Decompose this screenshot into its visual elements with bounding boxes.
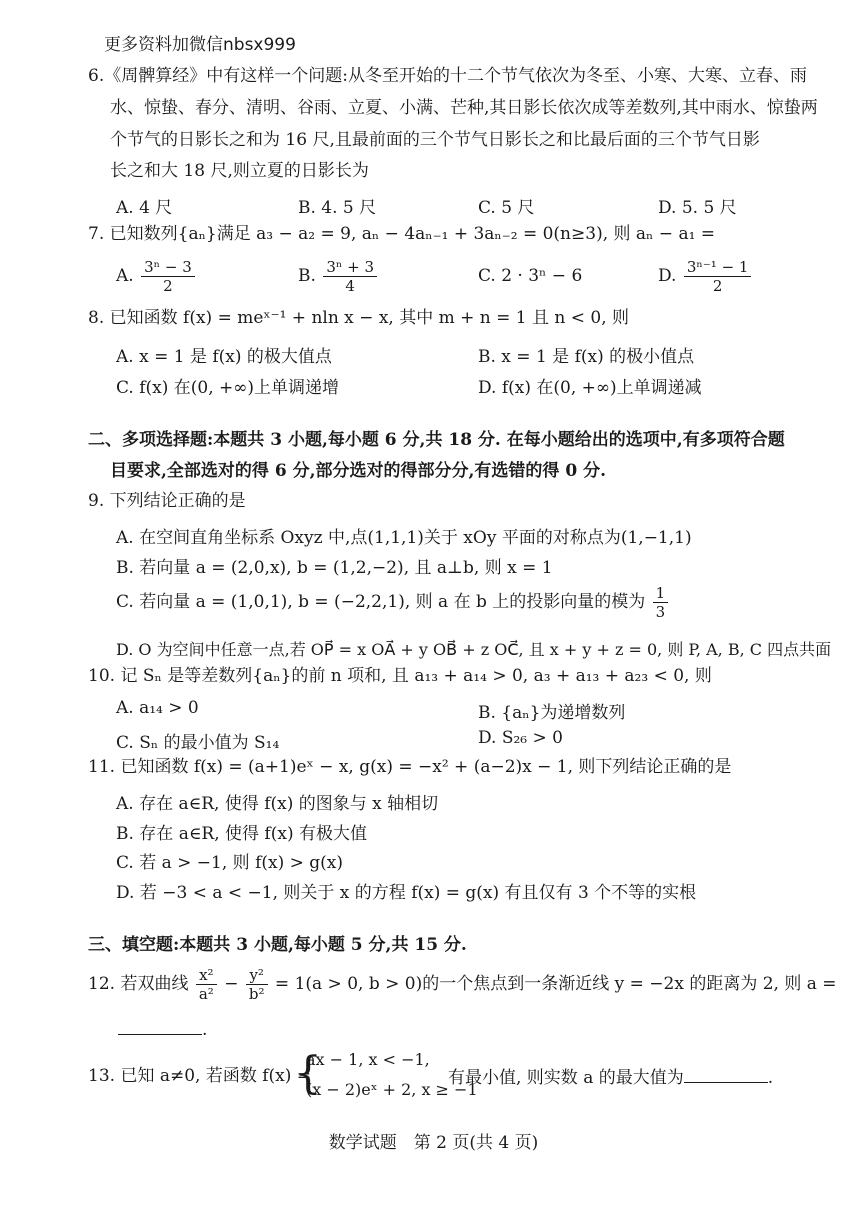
q13-piecewise-brace: { (294, 1048, 322, 1099)
q10-option-b: B. {aₙ}为递增数列 (478, 703, 626, 723)
q8-option-d: D. f(x) 在(0, +∞)上单调递减 (478, 378, 702, 398)
q6-option-b: B. 4. 5 尺 (298, 198, 377, 218)
q7-option-b-denominator: 4 (345, 277, 355, 295)
q10-option-c: C. Sₙ 的最小值为 S₁₄ (116, 733, 280, 753)
q12-suffix: = 1(a > 0, b > 0)的一个焦点到一条渐近线 y = −2x 的距离为 2, 则 a = (274, 974, 837, 994)
q11-option-a: A. 存在 a∈R, 使得 f(x) 的图象与 x 轴相切 (116, 794, 439, 814)
q12-x-fraction (196, 966, 217, 1003)
q7-option-d-denominator: 2 (712, 277, 723, 295)
q9-option-c-denominator: 3 (655, 603, 666, 621)
section2-heading-line2: 目要求,全部选对的得 6 分,部分选对的得部分分,有选错的得 0 分. (110, 461, 607, 481)
q11-option-d: D. 若 −3 < a < −1, 则关于 x 的方程 f(x) = g(x) 有且仅有 3 个不等的实根 (116, 883, 697, 903)
q12-prefix: 12. 若双曲线 (88, 974, 189, 994)
q7-option-c: C. 2 · 3ⁿ − 6 (478, 266, 583, 286)
q10-stem: 10. 记 Sₙ 是等差数列{aₙ}的前 n 项和, 且 a₁₃ + a₁₄ > 0, a₃ + a₁₃ + a₂₃ < 0, 则 (88, 666, 712, 686)
q7-option-a-label: A. (116, 266, 134, 286)
q6-line4: 长之和大 18 尺,则立夏的日影长为 (110, 161, 369, 181)
q12-y-numerator: y² (246, 966, 268, 985)
q12-stem (88, 966, 837, 1003)
q6-option-a: A. 4 尺 (116, 198, 173, 218)
q6-line3: 个节气的日影长之和为 16 尺,且最前面的三个节气日影长之和比最后面的三个节气日影 (110, 130, 760, 150)
q12-y-denominator: b² (248, 985, 265, 1003)
q12-y-fraction (246, 966, 268, 1003)
q7-option-b-fraction (323, 258, 377, 295)
q10-option-a: A. a₁₄ > 0 (116, 698, 199, 718)
q7-option-d-numerator: 3ⁿ⁻¹ − 1 (684, 258, 752, 277)
q9-option-d: D. O 为空间中任意一点,若 OP⃗ = x OA⃗ + y OB⃗ + z OC⃗, 且 x + y + z = 0, 则 P, A, B, C 四点共面 (116, 640, 832, 659)
q6-line2: 水、惊蛰、春分、清明、谷雨、立夏、小满、芒种,其日影长依次成等差数列,其中雨水、惊蛰两 (110, 98, 818, 118)
q12-x-numerator: x² (196, 966, 217, 985)
q8-stem: 8. 已知函数 f(x) = meˣ⁻¹ + nln x − x, 其中 m + n = 1 且 n < 0, 则 (88, 308, 630, 328)
q13-suffix (448, 1068, 773, 1087)
q8-option-b: B. x = 1 是 f(x) 的极小值点 (478, 347, 695, 367)
q9-option-c-text: C. 若向量 a = (1,0,1), b = (−2,2,1), 则 a 在 b 上的投影向量的模为 (116, 592, 646, 612)
q6-option-c: C. 5 尺 (478, 198, 535, 218)
q7-option-a-numerator: 3ⁿ − 3 (141, 258, 195, 277)
q9-option-b: B. 若向量 a = (2,0,x), b = (1,2,−2), 且 a⊥b, 则 x = 1 (116, 558, 553, 578)
q7-option-a (116, 258, 197, 295)
q11-option-b: B. 存在 a∈R, 使得 f(x) 有极大值 (116, 824, 367, 844)
q7-option-b-numerator: 3ⁿ + 3 (323, 258, 377, 277)
section2-heading-line1: 二、多项选择题:本题共 3 小题,每小题 6 分,共 18 分. 在每小题给出的选项中,有多项符合题 (88, 430, 785, 450)
q12-blank-line[interactable] (118, 1020, 202, 1035)
q12-answer-blank[interactable] (118, 1020, 207, 1039)
q9-option-c-numerator: 1 (653, 584, 669, 603)
section3-heading: 三、填空题:本题共 3 小题,每小题 5 分,共 15 分. (88, 935, 467, 955)
q9-option-a: A. 在空间直角坐标系 Oxyz 中,点(1,1,1)关于 xOy 平面的对称点为(1,−1,1) (116, 528, 692, 548)
q9-option-c-fraction (653, 584, 669, 621)
q6-line1: 6.《周髀算经》中有这样一个问题:从冬至开始的十二个节气依次为冬至、小寒、大寒、立春、雨 (88, 66, 807, 86)
q13-end-period: . (767, 1068, 774, 1088)
q7-option-a-fraction (141, 258, 195, 295)
q11-stem: 11. 已知函数 f(x) = (a+1)eˣ − x, g(x) = −x² + (a−2)x − 1, 则下列结论正确的是 (88, 757, 732, 777)
q10-option-d: D. S₂₆ > 0 (478, 728, 563, 748)
q7-option-b-label: B. (298, 266, 316, 286)
page-footer: 数学试题 第 2 页(共 4 页) (328, 1133, 539, 1153)
q7-option-b (298, 258, 379, 295)
q12-end-period: . (202, 1020, 208, 1040)
q7-option-d (658, 258, 753, 295)
q9-stem: 9. 下列结论正确的是 (88, 491, 246, 511)
q13-suffix-text: 有最小值, 则实数 a 的最大值为 (448, 1068, 684, 1088)
q11-option-c: C. 若 a > −1, 则 f(x) > g(x) (116, 853, 344, 873)
q7-option-d-fraction (684, 258, 752, 295)
q7-option-d-label: D. (658, 266, 677, 286)
q7-stem: 7. 已知数列{aₙ}满足 a₃ − a₂ = 9, aₙ − 4aₙ₋₁ + 3aₙ₋₂ = 0(n≥3), 则 aₙ − a₁ = (88, 224, 716, 244)
watermark-text: 更多资料加微信nbsx999 (104, 35, 296, 55)
q12-x-denominator: a² (198, 985, 214, 1003)
q8-option-a: A. x = 1 是 f(x) 的极大值点 (116, 347, 332, 367)
q13-blank-line[interactable] (684, 1068, 768, 1083)
q8-option-c: C. f(x) 在(0, +∞)上单调递增 (116, 378, 340, 398)
q13-piece-2: (x − 2)eˣ + 2, x ≥ −1 (306, 1080, 478, 1099)
q7-option-a-denominator: 2 (163, 277, 173, 295)
q6-option-d: D. 5. 5 尺 (658, 198, 737, 218)
q9-option-c (116, 584, 670, 621)
q12-minus: − (224, 974, 239, 994)
q13-piece-1: ax − 1, x < −1, (306, 1050, 430, 1069)
q13-prefix: 13. 已知 a≠0, 若函数 f(x) = (88, 1066, 312, 1086)
